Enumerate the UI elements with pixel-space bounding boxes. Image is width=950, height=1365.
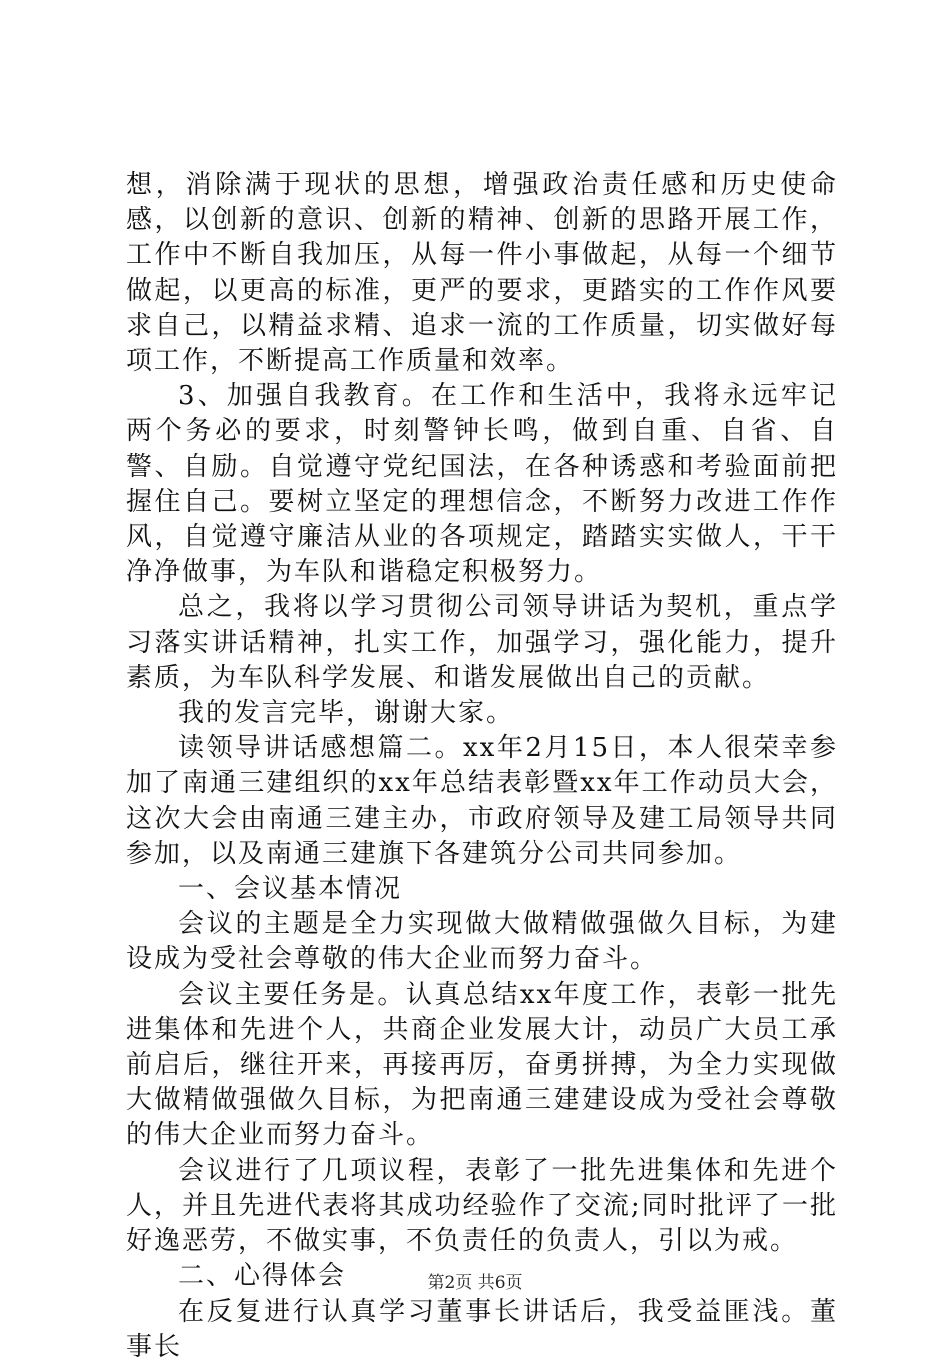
paragraph-reflections-start: 在反复进行认真学习董事长讲话后，我受益匪浅。董事长 [126, 1296, 838, 1362]
section-heading-reflections: 二、心得体会 [178, 1261, 347, 1292]
paragraph-part-two-intro: 读领导讲话感想篇二。xx年2月15日，本人很荣幸参加了南通三建组织的xx年总结表彰暨xx年工作动员大会，这次大会由南通三建主办，市政府领导及建工局领导共同参加，以及南通三建旗下各建筑分公司共同参加。 [126, 733, 838, 869]
section-heading-meeting-overview: 一、会议基本情况 [178, 874, 403, 905]
paragraph-continuation: 想，消除满于现状的思想，增强政治责任感和历史使命感，以创新的意识、创新的精神、创新的思路开展工作，工作中不断自我加压，从每一件小事做起，从每一个细节做起，以更高的标准，更严的要求，更踏实的工作作风要求自己，以精益求精、追求一流的工作质量，切实做好每项工作，不断提高工作质量和效率。 [126, 170, 838, 377]
page-number-footer: 第2页 共6页 [427, 1273, 523, 1293]
document-body [126, 168, 838, 1365]
paragraph-meeting-theme: 会议的主题是全力实现做大做精做强做久目标，为建设成为受社会尊敬的伟大企业而努力奋斗。 [126, 909, 838, 975]
paragraph-summary: 总之，我将以学习贯彻公司领导讲话为契机，重点学习落实讲话精神，扎实工作，加强学习，强化能力，提升素质，为车队科学发展、和谐发展做出自己的贡献。 [126, 592, 838, 693]
paragraph-meeting-tasks: 会议主要任务是。认真总结xx年度工作，表彰一批先进集体和先进个人，共商企业发展大计，动员广大员工承前启后，继往开来，再接再厉，奋勇拼搏，为全力实现做大做精做强做久目标，为把南通三建建设成为受社会尊敬的伟大企业而努力奋斗。 [126, 979, 838, 1151]
paragraph-meeting-agenda: 会议进行了几项议程，表彰了一批先进集体和先进个人，并且先进代表将其成功经验作了交流;同时批评了一批好逸恶劳，不做实事，不负责任的负责人，引以为戒。 [126, 1155, 838, 1257]
paragraph-self-education: 3、加强自我教育。在工作和生活中，我将永远牢记两个务必的要求，时刻警钟长鸣，做到自重、自省、自警、自励。自觉遵守党纪国法，在各种诱惑和考验面前把握住自己。要树立坚定的理想信念，不断努力改进工作作风，自觉遵守廉洁从业的各项规定，踏踏实实做人，干干净净做事，为车队和谐稳定积极努力。 [126, 381, 838, 588]
paragraph-closing: 我的发言完毕，谢谢大家。 [178, 698, 515, 729]
